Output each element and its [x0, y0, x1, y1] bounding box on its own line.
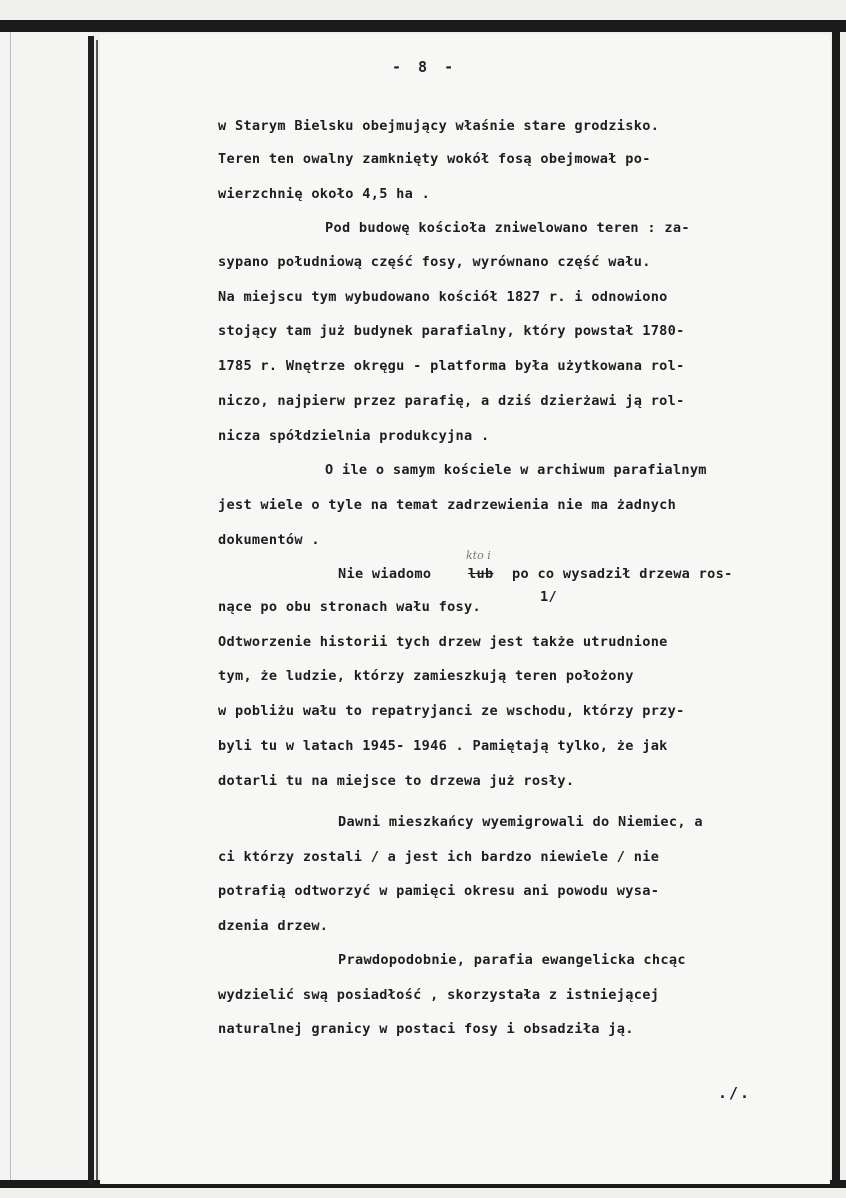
- text-line: Dawni mieszkańcy wyemigrowali do Niemiec, a: [338, 814, 703, 830]
- text-line: O ile o samym kościele w archiwum parafialnym: [325, 462, 707, 478]
- text-line: ci którzy zostali / a jest ich bardzo niewiele / nie: [218, 849, 660, 865]
- text-line: dzenia drzew.: [218, 918, 329, 934]
- text-line: Nie wiadomo: [338, 566, 432, 582]
- text-line: sypano południową część fosy, wyrównano część wału.: [218, 254, 651, 270]
- text-line: Na miejscu tym wybudowano kościół 1827 r. i odnowiono: [218, 289, 668, 305]
- text-line: w pobliżu wału to repatryjanci ze wschodu, którzy przy-: [218, 703, 685, 719]
- text-line: byli tu w latach 1945- 1946 . Pamiętają tylko, że jak: [218, 738, 668, 754]
- text-line: Prawdopodobnie, parafia ewangelicka chcąc: [338, 952, 686, 968]
- continuation-mark: ./.: [718, 1084, 752, 1102]
- text-line: tym, że ludzie, którzy zamieszkują teren położony: [218, 668, 634, 684]
- text-line: potrafią odtworzyć w pamięci okresu ani powodu wysa-: [218, 883, 660, 899]
- text-line: nicza spółdzielnia produkcyjna .: [218, 428, 490, 444]
- text-line: 1785 r. Wnętrze okręgu - platforma była użytkowana rol-: [218, 358, 685, 374]
- struck-word: lub: [468, 566, 494, 582]
- footnote-marker: 1/: [540, 589, 557, 605]
- text-line: dokumentów .: [218, 532, 320, 548]
- text-line: nące po obu stronach wału fosy.: [218, 599, 482, 615]
- text-line: stojący tam już budynek parafialny, który powstał 1780-: [218, 323, 685, 339]
- text-line: dotarli tu na miejsce to drzewa już rosły.: [218, 773, 575, 789]
- text-line: wydzielić swą posiadłość , skorzystała z istniejącej: [218, 987, 660, 1003]
- text-line: wierzchnię około 4,5 ha .: [218, 186, 431, 202]
- text-line: po co wysadził drzewa ros-: [512, 566, 733, 582]
- text-line: naturalnej granicy w postaci fosy i obsadziła ją.: [218, 1021, 634, 1037]
- text-line: Odtworzenie historii tych drzew jest także utrudnione: [218, 634, 668, 650]
- text-line: Teren ten owalny zamknięty wokół fosą obejmował po-: [218, 151, 651, 167]
- text-line: w Starym Bielsku obejmujący właśnie stare grodzisko.: [218, 118, 660, 134]
- text-line: jest wiele o tyle na temat zadrzewienia nie ma żadnych: [218, 497, 677, 513]
- text-line: niczo, najpierw przez parafię, a dziś dzierżawi ją rol-: [218, 393, 685, 409]
- page-number: - 8 -: [392, 58, 458, 76]
- handwritten-insertion: kto i: [466, 549, 491, 562]
- text-line: Pod budowę kościoła zniwelowano teren : za-: [325, 220, 690, 236]
